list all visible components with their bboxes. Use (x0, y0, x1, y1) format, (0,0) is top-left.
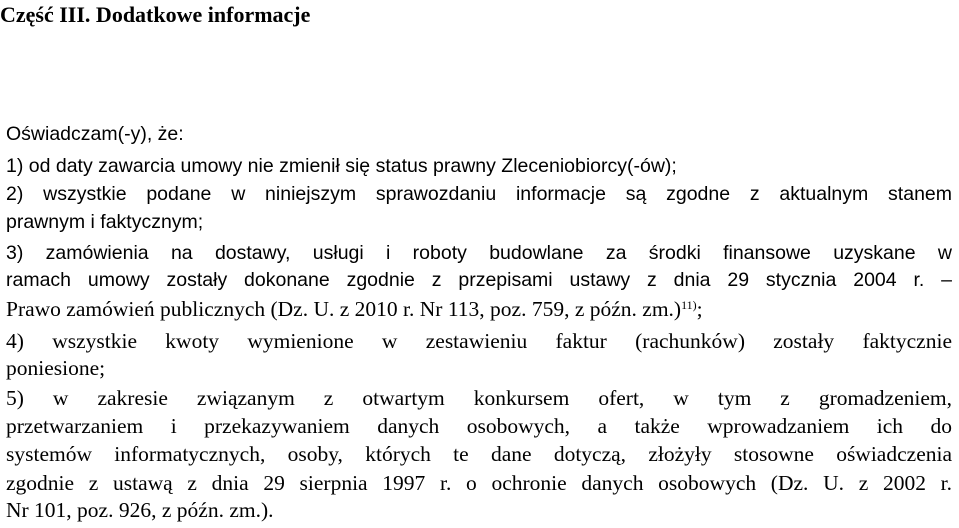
statement-line-8: poniesione; (6, 356, 106, 380)
statement-line-10: przetwarzaniem i przekazywaniem danych osobowych, a także wprowadzaniem ich do (6, 414, 952, 438)
statement-line-4: 3) zamówienia na dostawy, usługi i roboty budowlane za środki finansowe uzyskane w (6, 242, 952, 264)
statement-line-2: 2) wszystkie podane w niniejszym sprawozdaniu informacje są zgodne z aktualnym stanem (6, 183, 952, 205)
statement-line-12: zgodnie z ustawą z dnia 29 sierpnia 1997 r. o ochronie danych osobowych (Dz. U. z 2002 r. (6, 471, 952, 495)
statement-line-1: 1) od daty zawarcia umowy nie zmienił się status prawny Zleceniobiorcy(-ów); (6, 155, 677, 177)
intro-statement: Oświadczam(-y), że: (6, 123, 184, 145)
statement-line-3: prawnym i faktycznym; (6, 211, 204, 233)
statement-line-6 (6, 296, 703, 322)
statement-line-6-end: ; (696, 297, 703, 321)
statement-line-6-text: Prawo zamówień publicznych (Dz. U. z 2010 r. Nr 113, poz. 759, z późn. zm.) (6, 297, 682, 321)
statement-line-11: systemów informatycznych, osoby, których te dane dotyczą, złożyły stosowne oświadczenia (6, 442, 952, 466)
statement-line-5: ramach umowy zostały dokonane zgodnie z przepisami ustawy z dnia 29 stycznia 2004 r. – (6, 269, 952, 291)
statement-line-9: 5) w zakresie związanym z otwartym konkursem ofert, w tym z gromadzeniem, (6, 386, 952, 410)
statement-line-13: Nr 101, poz. 926, z późn. zm.). (6, 498, 274, 522)
statement-line-7: 4) wszystkie kwoty wymienione w zestawieniu faktur (rachunków) zostały faktycznie (6, 329, 952, 353)
section-title: Część III. Dodatkowe informacje (0, 2, 311, 27)
footnote-reference: 11) (681, 298, 697, 312)
